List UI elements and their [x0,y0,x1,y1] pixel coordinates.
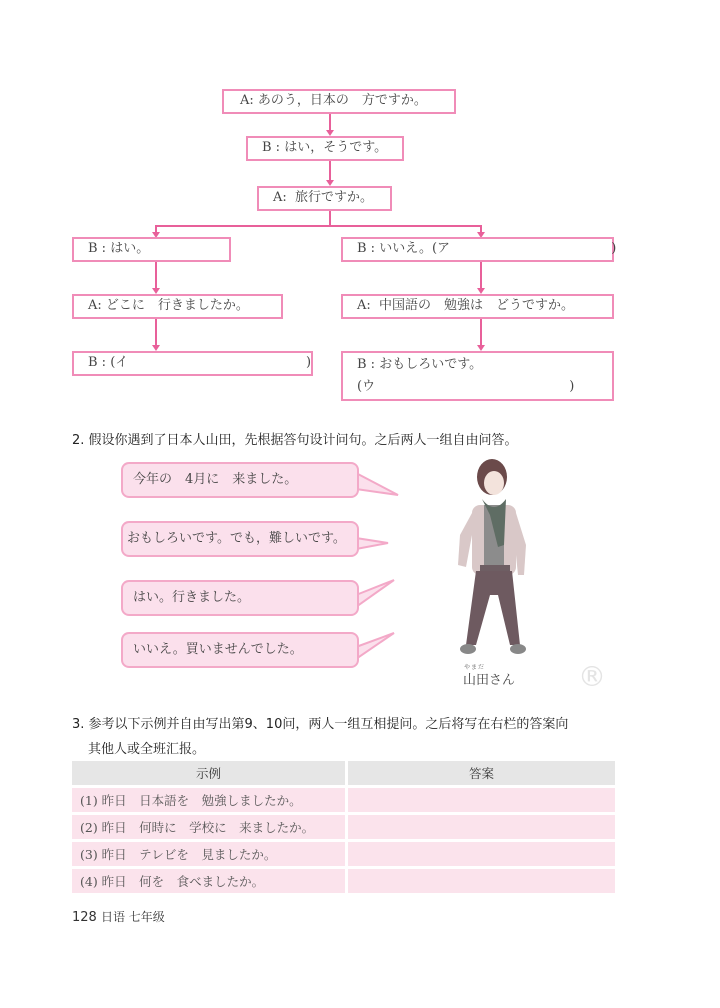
example-table [72,758,615,896]
flow-text: B : おもしろいです。 [357,357,483,372]
column-header-example: 示例 [72,761,348,785]
connector [155,318,157,345]
book-title: 日语 七年级 [100,910,165,924]
example-cell: (1) 昨日 日本語を 勉強しましたか。 [72,788,348,812]
table-row [72,815,615,839]
flow-box-right-b: B : いいえ。(ア ) [341,237,614,262]
yamada-illustration [440,455,550,665]
bubble-tail [356,580,394,607]
speech-bubble: 今年の 4月に 来ました。 [121,462,359,498]
page-number: 128 [72,910,97,925]
question-3-heading-cont: 其他人或全班汇报。 [88,742,206,757]
connector [329,210,331,226]
page-footer [72,908,165,925]
table-header [72,761,615,785]
flow-text: (ウ ) [357,379,575,394]
bubble-tails [350,455,410,675]
flow-box-left-a: A: どこに 行きましたか。 [72,294,283,319]
bubble-tail [356,633,394,659]
speech-bubble: おもしろいです。でも，難しいです。 [121,521,359,557]
example-cell: (3) 昨日 テレビを 見ましたか。 [72,842,348,866]
flow-box-a1: A: あのう，日本の 方ですか。 [222,89,456,114]
speech-bubble: はい。行きました。 [121,580,359,616]
answer-cell[interactable] [348,869,615,893]
example-cell: (4) 昨日 何を 食べましたか。 [72,869,348,893]
connector [155,262,157,289]
registered-mark: ® [578,660,606,693]
question-2-heading: 2. 假设你遇到了日本人山田，先根据答句设计问句。之后两人一组自由问答。 [72,433,518,448]
bubble-tail [356,538,388,549]
question-3-heading: 3. 参考以下示例并自由写出第9、10问，两人一组互相提问。之后将写在右栏的答案向 [72,717,569,732]
flow-box-right-a: A: 中国語の 勉強は どうですか。 [341,294,614,319]
connector [480,318,482,345]
connector [480,262,482,289]
flow-box-left-b: B : はい。 [72,237,231,262]
flow-box-b1: B : はい，そうです。 [246,136,404,161]
flow-box-left-b2: B : (イ ) [72,351,313,376]
answer-cell[interactable] [348,815,615,839]
character-name: 山田さん [463,673,516,688]
table-row [72,842,615,866]
table-row [72,869,615,893]
speech-bubble: いいえ。買いませんでした。 [121,632,359,668]
character-ruby: やまだ [464,664,486,671]
flow-box-a2: A: 旅行ですか。 [257,186,392,211]
answer-cell[interactable] [348,842,615,866]
column-header-answer: 答案 [348,761,615,785]
example-cell: (2) 昨日 何時に 学校に 来ましたか。 [72,815,348,839]
connector [155,225,482,227]
answer-cell[interactable] [348,788,615,812]
bubble-tail [356,473,398,495]
flow-box-right-b2 [341,351,614,401]
table-row [72,788,615,812]
